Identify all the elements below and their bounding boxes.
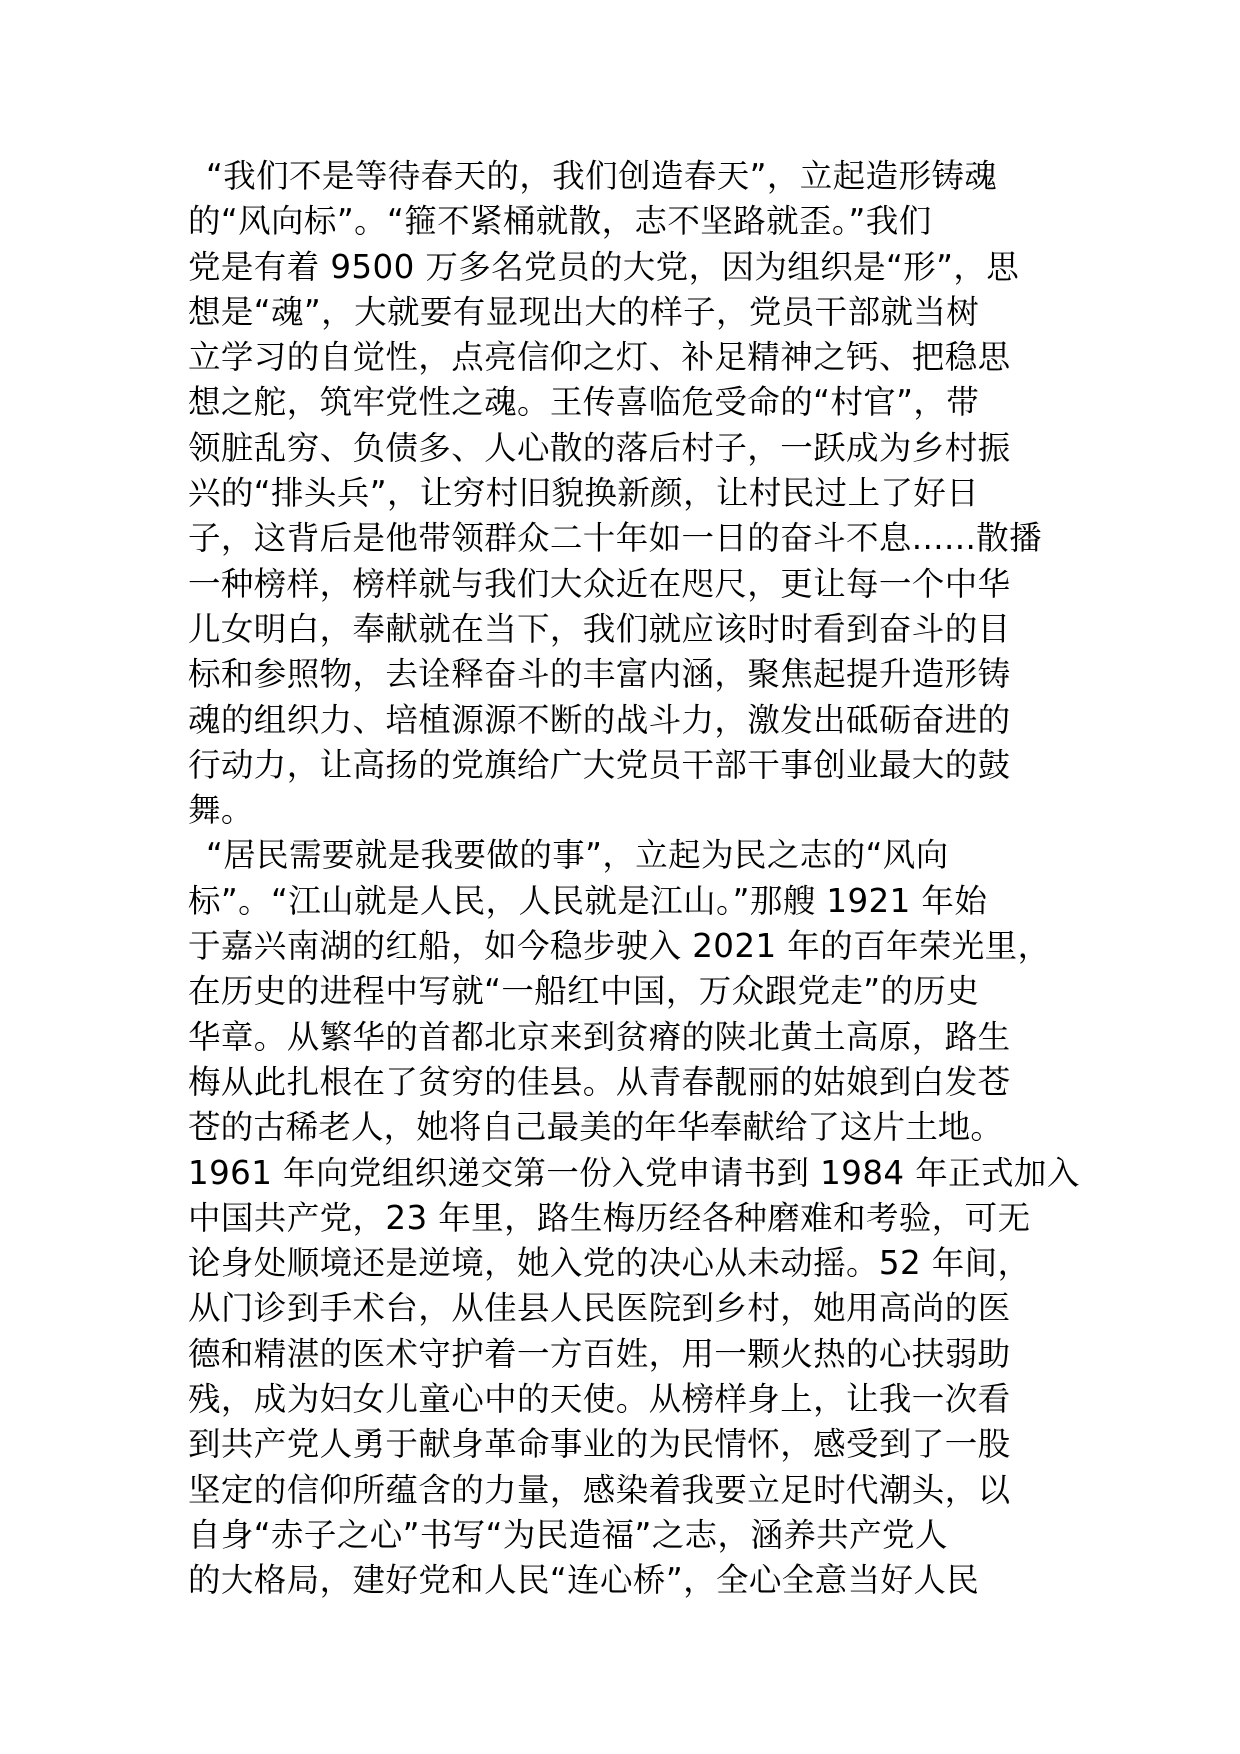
- text-line: 坚定的信仰所蕴含的力量，感染着我要立足时代潮头，以: [188, 1470, 1011, 1509]
- text-line: “我们不是等待春天的，我们创造春天”，立起造形铸魂: [206, 157, 998, 195]
- text-line: 标和参照物，去诠释奋斗的丰富内涵，聚焦起提升造形铸: [188, 655, 1011, 694]
- text-line: 德和精湛的医术守护着一方百姓，用一颗火热的心扶弱助: [188, 1334, 1011, 1373]
- text-line: 梅从此扎根在了贫穷的佳县。从青春靓丽的姑娘到白发苍: [188, 1062, 1011, 1101]
- text-line: 儿女明白，奉献就在当下，我们就应该时时看到奋斗的目: [188, 609, 1011, 648]
- text-line: 舞。: [188, 791, 254, 830]
- text-line: 魂的组织力、培植源源不断的战斗力，激发出砥砺奋进的: [188, 700, 1011, 739]
- paragraph: [188, 833, 1078, 1603]
- text-line: 标”。“江山就是人民，人民就是江山。”那艘 1921 年始: [188, 881, 988, 920]
- text-line: 在历史的进程中写就“一船红中国，万众跟党走”的历史: [188, 972, 980, 1011]
- text-line: 华章。从繁华的首都北京来到贫瘠的陕北黄土高原，路生: [188, 1017, 1011, 1056]
- text-line: 立学习的自觉性，点亮信仰之灯、补足精神之钙、把稳思: [188, 338, 1011, 377]
- text-line: 到共产党人勇于献身革命事业的为民情怀，感受到了一股: [188, 1425, 1011, 1464]
- text-line: 的“风向标”。“箍不紧桶就散，志不坚路就歪。”我们: [188, 202, 932, 241]
- text-line: 苍的古稀老人，她将自己最美的年华奉献给了这片土地。: [188, 1108, 1004, 1147]
- text-line: 行动力，让高扬的党旗给广大党员干部干事创业最大的鼓: [188, 745, 1011, 784]
- text-line: 领脏乱穷、负债多、人心散的落后村子，一跃成为乡村振: [188, 428, 1011, 467]
- text-line: 中国共产党，23 年里，路生梅历经各种磨难和考验，可无: [188, 1198, 1031, 1237]
- text-line: “居民需要就是我要做的事”，立起为民之志的“风向: [206, 836, 949, 875]
- text-line: 残，成为妇女儿童心中的天使。从榜样身上，让我一次看: [188, 1380, 1011, 1419]
- text-line: 于嘉兴南湖的红船，如今稳步驶入 2021 年的百年荣光里，: [188, 927, 1051, 966]
- text-line: 兴的“排头兵”，让穷村旧貌换新颜，让村民过上了好日: [188, 474, 980, 513]
- text-line: 想是“魂”，大就要有显现出大的样子，党员干部就当树: [188, 292, 980, 331]
- text-line: 的大格局，建好党和人民“连心桥”，全心全意当好人民: [188, 1561, 980, 1600]
- text-line: 1961 年向党组织递交第一份入党申请书到 1984 年正式加入: [188, 1153, 1080, 1192]
- text-line: 从门诊到手术台，从佳县人民医院到乡村，她用高尚的医: [188, 1289, 1011, 1328]
- text-line: 子，这背后是他带领群众二十年如一日的奋斗不息......散播: [188, 519, 1042, 558]
- text-line: 论身处顺境还是逆境，她入党的决心从未动摇。52 年间，: [188, 1244, 1031, 1283]
- paragraph: [188, 154, 1078, 833]
- text-line: 一种榜样，榜样就与我们大众近在咫尺，更让每一个中华: [188, 564, 1011, 603]
- body-text: [188, 154, 1078, 1604]
- text-line: 党是有着 9500 万多名党员的大党，因为组织是“形”，思: [188, 247, 1020, 286]
- text-line: 自身“赤子之心”书写“为民造福”之志，涵养共产党人: [188, 1515, 948, 1554]
- text-line: 想之舵，筑牢党性之魂。王传喜临危受命的“村官”，带: [188, 383, 980, 422]
